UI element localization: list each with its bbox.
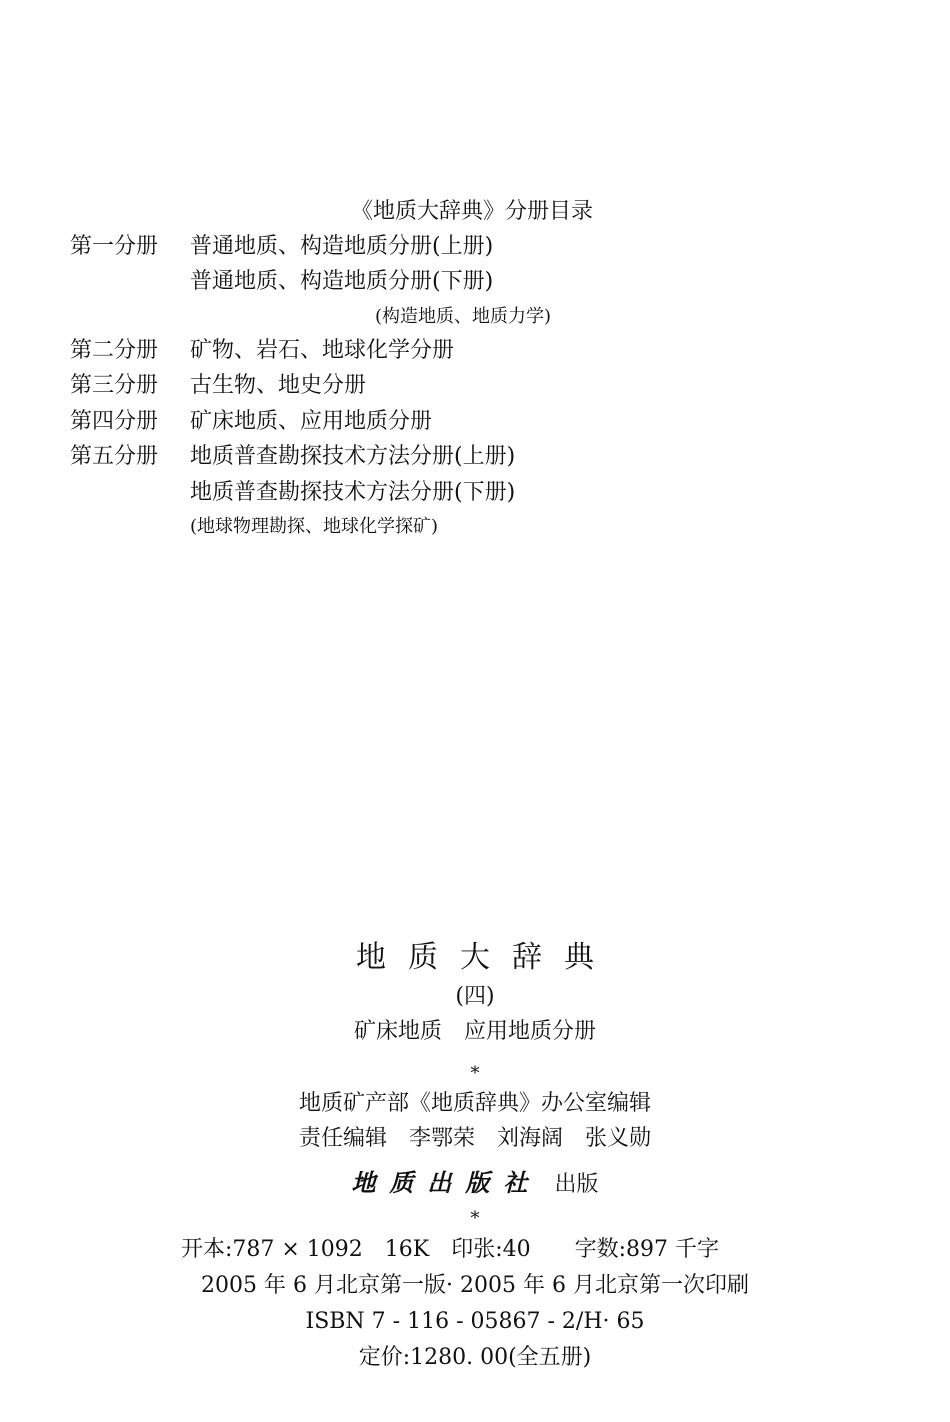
edition-info: 2005 年 6 月北京第一版· 2005 年 6 月北京第一次印刷 bbox=[201, 1273, 749, 1298]
volume-5-label: 第五分册 bbox=[70, 444, 159, 469]
responsible-editors: 责任编辑 李鄂荣 刘海阔 张义勋 bbox=[298, 1126, 651, 1151]
volume-3-line-1: 古生物、地史分册 bbox=[190, 373, 367, 398]
volume-5-line-1: 地质普查勘探技术方法分册(上册) bbox=[190, 444, 516, 469]
separator-star-1: * bbox=[470, 1063, 480, 1084]
volume-2-label: 第二分册 bbox=[70, 338, 159, 363]
book-title: 地质大辞典 bbox=[356, 940, 616, 975]
publisher-line bbox=[0, 1163, 950, 1199]
volume-1-label: 第一分册 bbox=[70, 234, 159, 259]
volume-1-line-2: 普通地质、构造地质分册(下册) bbox=[190, 269, 494, 294]
isbn: ISBN 7 - 116 - 05867 - 2/H· 65 bbox=[305, 1309, 645, 1334]
volume-3-label: 第三分册 bbox=[70, 373, 159, 398]
separator-star-2: * bbox=[470, 1208, 480, 1229]
volume-2-line-1: 矿物、岩石、地球化学分册 bbox=[190, 338, 455, 363]
publisher-suffix: 出版 bbox=[554, 1172, 599, 1197]
volume-1-note: (构造地质、地质力学) bbox=[375, 306, 552, 327]
volume-subtitle: 矿床地质 应用地质分册 bbox=[353, 1019, 596, 1044]
price: 定价:1280. 00(全五册) bbox=[358, 1345, 592, 1370]
editor-organization: 地质矿产部《地质辞典》办公室编辑 bbox=[298, 1091, 651, 1116]
volume-4-line-1: 矿床地质、应用地质分册 bbox=[190, 409, 433, 434]
volume-5-line-2: 地质普查勘探技术方法分册(下册) bbox=[190, 480, 516, 505]
volume-5-note: (地球物理勘探、地球化学探矿) bbox=[190, 516, 439, 537]
publisher-logo: 地质出版社 bbox=[351, 1168, 542, 1197]
volume-1-line-1: 普通地质、构造地质分册(上册) bbox=[190, 234, 494, 259]
volume-4-label: 第四分册 bbox=[70, 409, 159, 434]
series-heading: 《地质大辞典》分册目录 bbox=[351, 199, 594, 224]
volume-number: (四) bbox=[455, 984, 495, 1009]
print-specs: 开本:787 × 1092 16K 印张:40 字数:897 千字 bbox=[180, 1237, 720, 1262]
